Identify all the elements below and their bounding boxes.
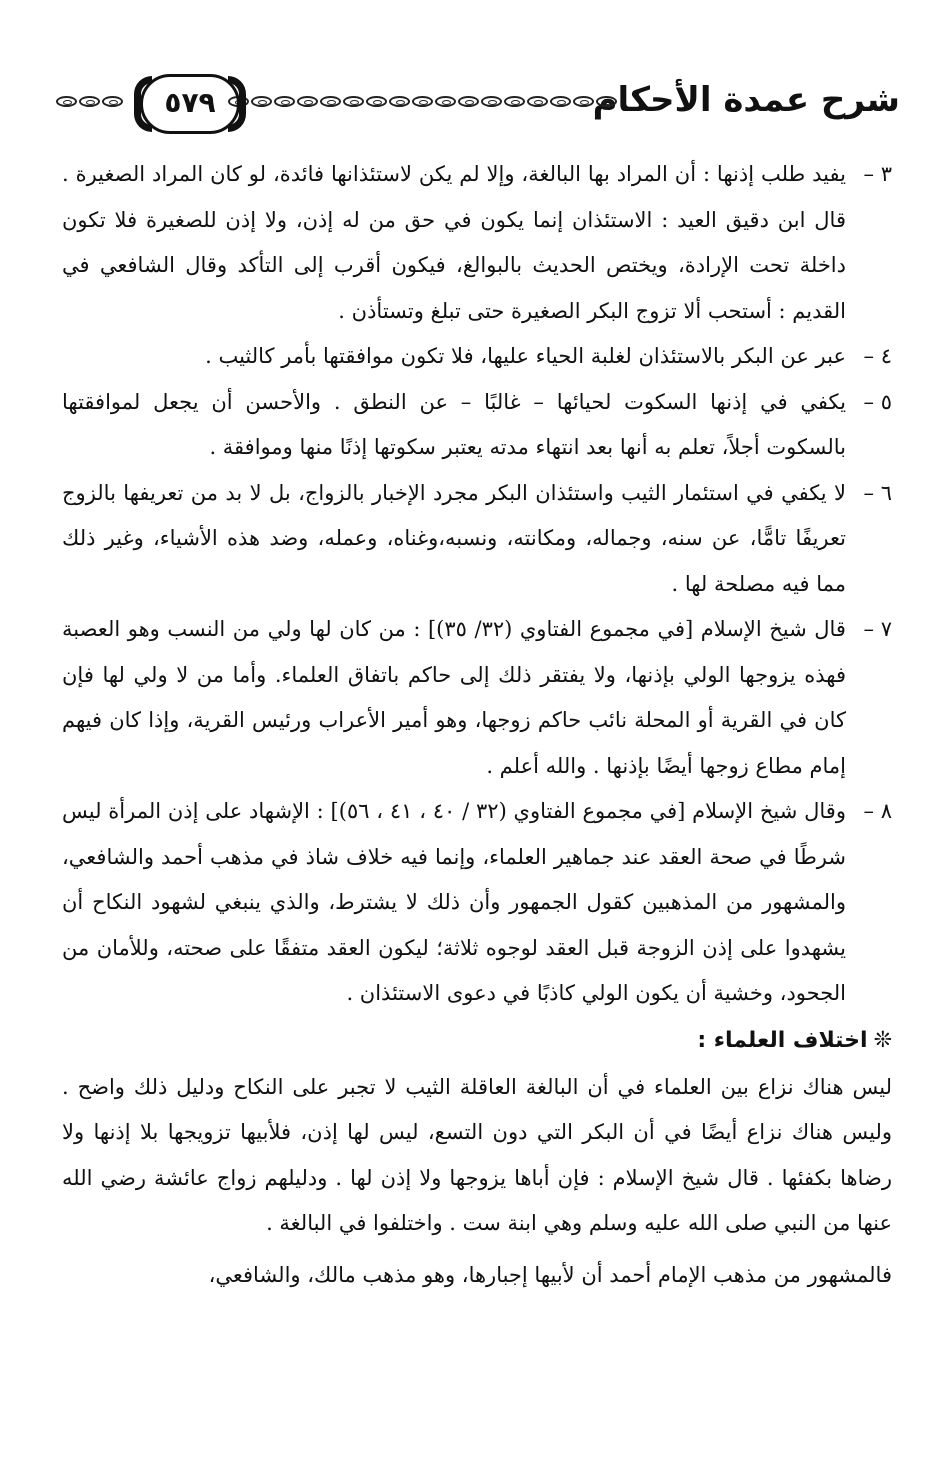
page-number: ٥٧٩ — [164, 86, 216, 119]
header-ornament-small — [56, 96, 123, 112]
numbered-item — [62, 471, 892, 608]
section-heading — [62, 1017, 892, 1065]
item-text: يفيد طلب إذنها : أن المراد بها البالغة، وإلا لم يكن لاستئذانها فائدة، لو كان المراد الصغيرة . قال ابن دقيق العيد : الاستئذان إنما يكون في حق من له إذن، ولا إذن للصغيرة فلا تكون داخلة تحت الإرادة، ويختص الحديث بالبوالغ، فيكون أقرب إلى التأكد وقال الشافعي في القديم : أستحب ألا تزوج البكر الصغيرة حتى تبلغ وتستأذن . — [62, 162, 846, 323]
item-number: ٧ – — [863, 617, 892, 641]
item-number: ٦ – — [863, 480, 892, 505]
body-paragraph: ليس هناك نزاع بين العلماء في أن البالغة العاقلة الثيب لا تجبر على النكاح ودليل ذلك واضح . وليس هناك نزاع أيضًا في أن البكر التي دون التسع، ليس لها إذن، فلأبيها تزويجها بلا إذنها ولا رضاها بكفئها . قال شيخ الإسلام : فإن أباها يزوجها ولا إذن لها . ودليلهم زواج عائشة رضي الله عنها من النبي صلى الله عليه وسلم وهي ابنة ست . واختلفوا في البالغة . — [62, 1074, 892, 1235]
item-number: ٥ – — [863, 389, 892, 414]
item-text: عبر عن البكر بالاستئذان لغلبة الحياء عليها، فلا تكون موافقتها بأمر كالثيب . — [205, 344, 846, 368]
star-icon: ❊ — [873, 1027, 892, 1053]
numbered-item — [62, 607, 892, 789]
item-number: ٣ – — [863, 162, 892, 186]
book-title: شرح عمدة الأحكام — [592, 80, 900, 120]
item-text: قال شيخ الإسلام [في مجموع الفتاوي (٣٢/ ٣٥)] : من كان لها ولي من النسب وهو العصبة فهذه يزوجها الولي بإذنها، ولا يفتقر ذلك إلى حاكم باتفاق العلماء. وأما من لا ولي لها فإن كان في القرية أو المحلة نائب حاكم زوجها، وهو أمير الأعراب ورئيس القرية، وإذا كان فيهم إمام مطاع زوجها أيضًا بإذنها . والله أعلم . — [62, 617, 846, 778]
section-heading-text: اختلاف العلماء : — [697, 1027, 868, 1053]
numbered-item — [62, 334, 892, 380]
item-text: يكفي في إذنها السكوت لحيائها – غالبًا – عن النطق . والأحسن أن يجعل لموافقتها بالسكوت أجلاً، تعلم به أنها بعد انتهاء مدته يعتبر سكوتها إذنًا منها وموافقة . — [62, 389, 846, 459]
item-number: ٤ – — [863, 344, 892, 368]
page-body — [62, 152, 892, 1298]
page-number-badge — [134, 72, 246, 138]
item-text: لا يكفي في استئمار الثيب واستئذان البكر مجرد الإخبار بالزواج، بل لا بد من تعريفها بالزوج تعريفًا تامًّا، عن سنه، وجماله، ومكانته، ونسبه،وغناه، وعمله، وضد هذه الأشياء، وغير ذلك مما فيه مصلحة لها . — [62, 480, 846, 596]
body-paragraph: فالمشهور من مذهب الإمام أحمد أن لأبيها إجبارها، وهو مذهب مالك، والشافعي، — [208, 1262, 892, 1287]
numbered-item — [62, 380, 892, 471]
item-number: ٨ – — [863, 799, 892, 823]
page-header — [44, 72, 900, 142]
item-text: وقال شيخ الإسلام [في مجموع الفتاوي (٣٢ / ٤٠ ، ٤١ ، ٥٦)] : الإشهاد على إذن المرأة ليس شرطًا في صحة العقد عند جماهير العلماء، وإنما فيه خلاف شاذ في مذهب أحمد والشافعي، والمشهور من المذهبين كقول الجمهور وأن ذلك لا يشترط، والذي ينبغي لشهود النكاح أن يشهدوا على إذن الزوجة قبل العقد لوجوه ثلاثة؛ ليكون العقد متفقًا على صحته، وللأمان من الجحود، وخشية أن يكون الولي كاذبًا في دعوى الاستئذان . — [62, 799, 846, 1005]
numbered-item — [62, 789, 892, 1017]
numbered-item — [62, 152, 892, 334]
header-ornament — [228, 96, 617, 112]
